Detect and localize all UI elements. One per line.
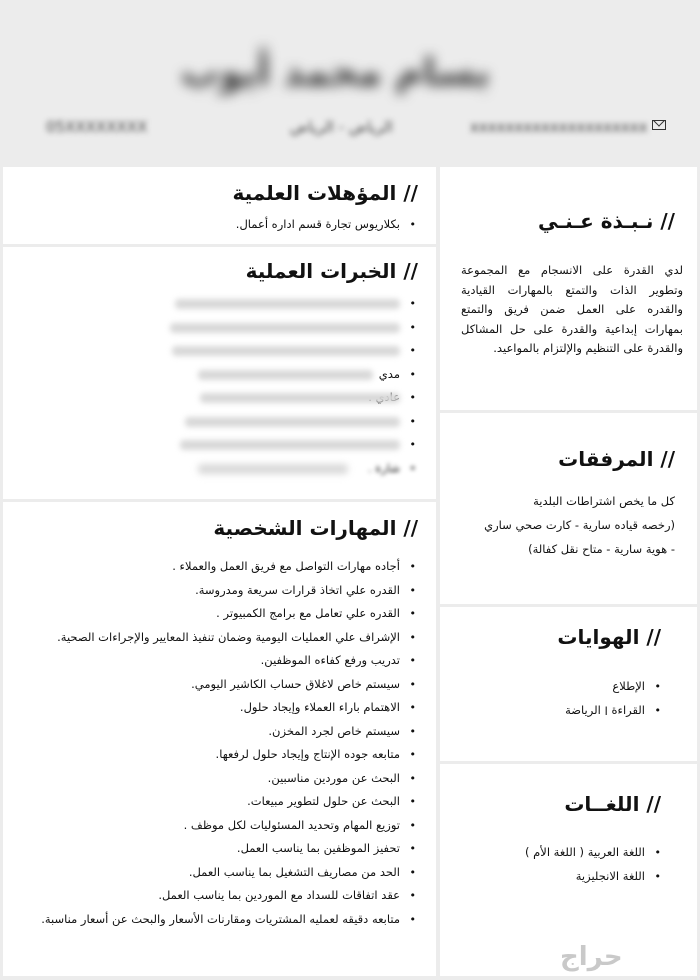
hobbies-section — [440, 607, 697, 761]
skill-item: • متابعه جوده الإنتاج وإيجاد حلول لرفعها. — [41, 743, 418, 767]
skill-item: • متابعه دقيقه لعمليه المشتريات ومقارنات الأسعار والبحث عن أسعار مناسبة. — [41, 908, 418, 932]
attachment-line: - هوية سارية - متاح نقل كفالة) — [528, 542, 675, 556]
phone-number: 05XXXXXXXX — [46, 118, 148, 136]
qualifications-section — [3, 167, 436, 244]
qualification-item: • بكلاريوس تجارة قسم اداره أعمال. — [236, 213, 418, 237]
envelope-icon — [652, 120, 666, 130]
experience-item: • مدي — [158, 363, 418, 387]
experience-item — [158, 292, 418, 316]
hobby-item: • القراءة ׀ الرياضة — [565, 699, 663, 723]
skill-item: • تحفيز الموظفين بما يناسب العمل. — [41, 837, 418, 861]
experience-item: • شارة . — [158, 457, 418, 481]
skill-item: • القدره علي اتخاذ قرارات سريعة ومدروسة. — [41, 579, 418, 603]
skill-item: • سيستم خاص لجرد المخزن. — [41, 720, 418, 744]
skill-item: • سيستم خاص لاغلاق حساب الكاشير اليومي. — [41, 673, 418, 697]
about-text: لدي القدرة على الانسجام مع المجموعة وتطوير الذات والتمتع بالمهارات القيادية والقدره على العمل ضمن فريق والتمتع بمهارات إبداعية والقدرة على حل المشاكل والقدرة على التنظيم والإلتزام بالمواعيد. — [461, 263, 683, 355]
cv-header — [0, 0, 700, 165]
attachments-section — [440, 413, 697, 604]
attachment-line: كل ما يخص اشتراطات البلدية — [533, 494, 675, 508]
skill-item: • توزيع المهام وتحديد المسئوليات لكل موظف . — [41, 814, 418, 838]
qualifications-title: // المؤهلات العلمية — [232, 181, 418, 205]
languages-title: // اللغــات — [564, 792, 661, 816]
attachments-title: // المرفقات — [558, 447, 675, 471]
hobby-item: • الإطلاع — [565, 675, 663, 699]
watermark-logo: حراج — [560, 942, 623, 972]
skill-item: • أجاده مهارات التواصل مع فريق العمل والعملاء . — [41, 555, 418, 579]
about-title: // نـبـذة عـنـي — [538, 209, 675, 233]
skill-item: • البحث عن حلول لتطوير مبيعات. — [41, 790, 418, 814]
location: الرياض - الرياض — [290, 118, 393, 136]
personal-skills-section — [3, 502, 436, 976]
skill-item: • الإشراف علي العمليات اليومية وضمان تنفيذ المعايير والإجراءات الصحية. — [41, 626, 418, 650]
experience-section — [3, 247, 436, 499]
applicant-name: بسام محمد أيوب — [180, 50, 490, 94]
language-item: • اللغة العربية ( اللغة الأم ) — [525, 841, 663, 865]
skill-item: • البحث عن موردين مناسبين. — [41, 767, 418, 791]
skill-item: • القدره علي تعامل مع برامج الكمبيوتر . — [41, 602, 418, 626]
skill-item: • عقد اتفاقات للسداد مع الموردين بما يناسب العمل. — [41, 884, 418, 908]
hobbies-title: // الهوايات — [557, 625, 661, 649]
attachment-line: (رخصه قياده سارية - كارت صحي ساري — [484, 518, 675, 532]
experience-item — [158, 316, 418, 340]
skill-item: • تدريب ورفع كفاءه الموظفين. — [41, 649, 418, 673]
personal-skills-title: // المهارات الشخصية — [213, 516, 418, 540]
attachments-text — [484, 489, 675, 561]
email-address: xxxxxxxxxxxxxxxxxxxx — [470, 118, 648, 136]
skill-item: • الاهتمام باراء العملاء وإيجاد حلول. — [41, 696, 418, 720]
experience-title: // الخبرات العملية — [245, 259, 418, 283]
experience-item — [158, 410, 418, 434]
experience-item — [158, 433, 418, 457]
about-section — [440, 167, 697, 410]
language-item: • اللغة الانجليزية — [525, 865, 663, 889]
experience-item — [158, 386, 418, 410]
skill-item: • الحد من مصاريف التشغيل بما يناسب العمل. — [41, 861, 418, 885]
experience-item — [158, 339, 418, 363]
